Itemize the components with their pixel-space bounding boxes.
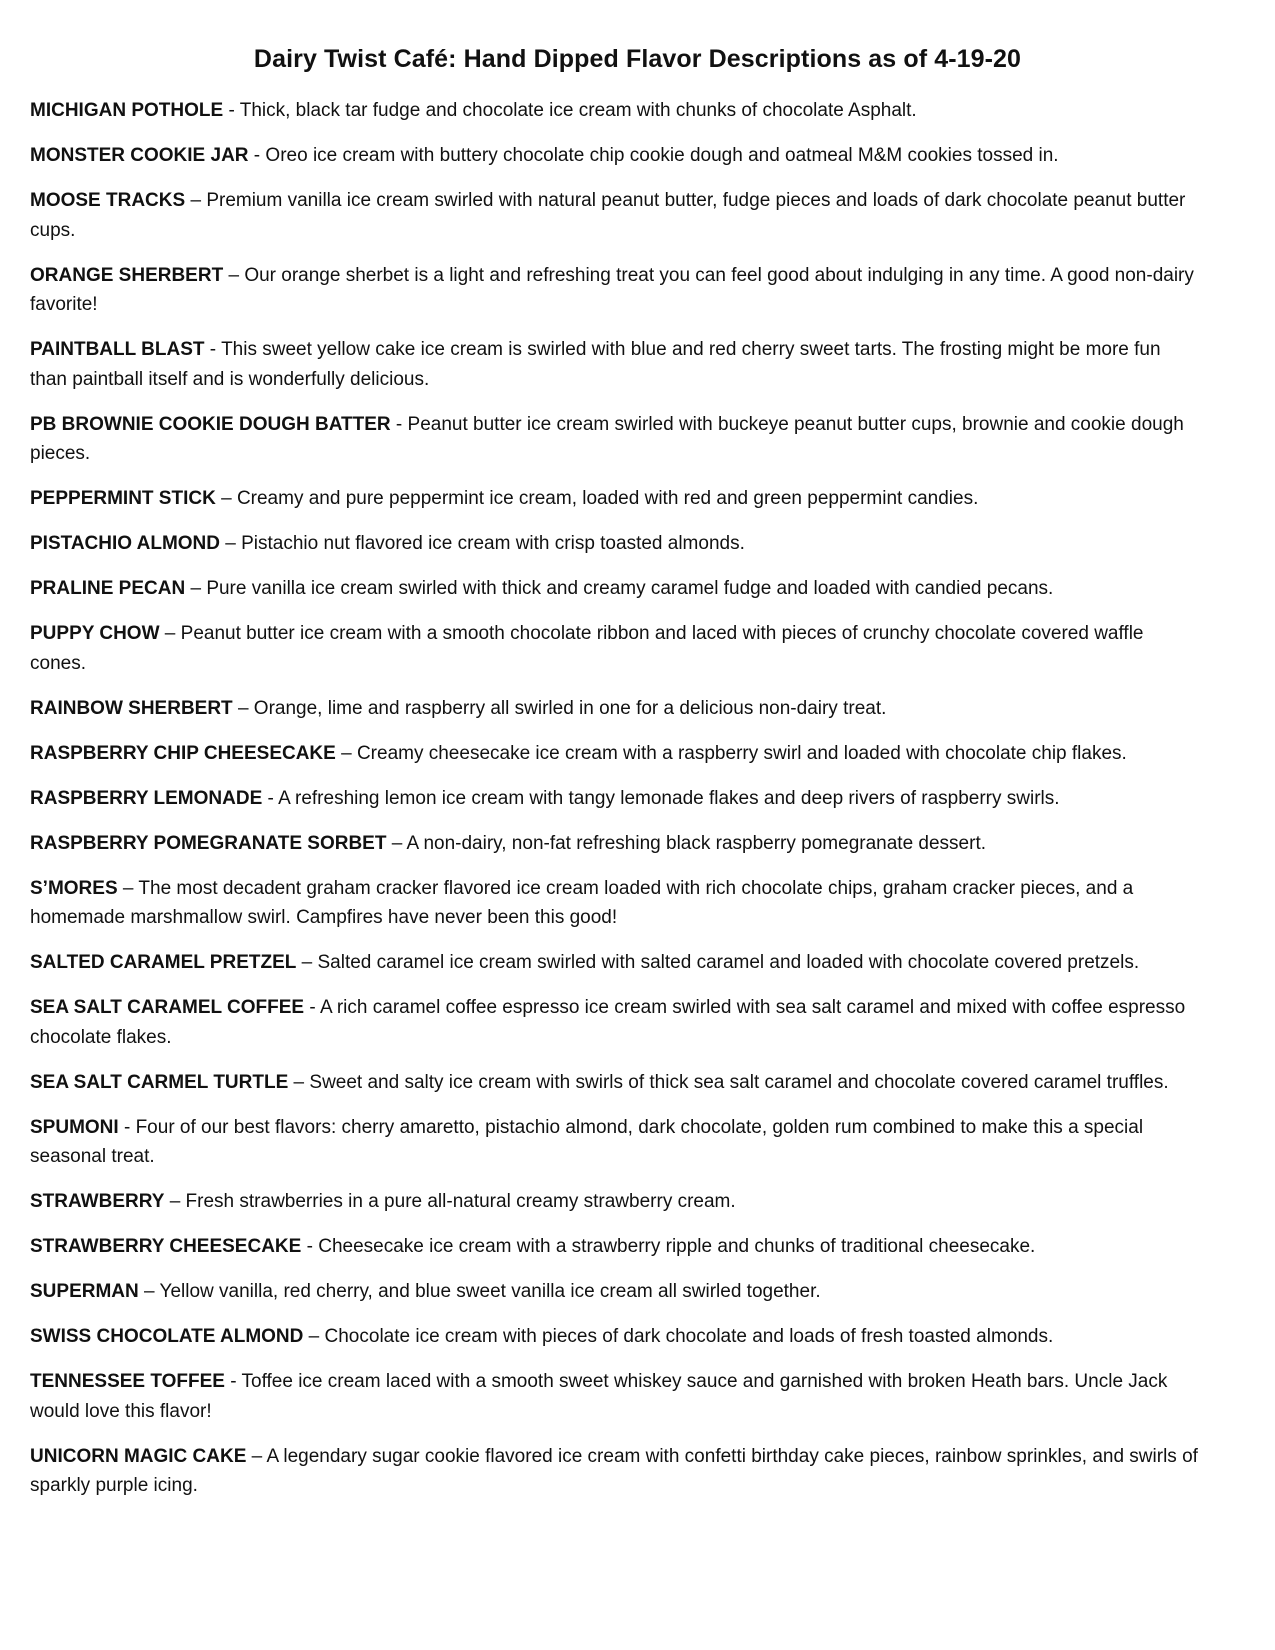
- flavor-description: Pistachio nut flavored ice cream with crisp toasted almonds.: [241, 533, 745, 554]
- flavor-item: [30, 874, 1201, 933]
- flavor-description: Oreo ice cream with buttery chocolate chip cookie dough and oatmeal M&M cookies tossed in.: [265, 145, 1059, 166]
- flavor-separator: –: [159, 623, 181, 644]
- flavor-list: [30, 96, 1201, 1501]
- flavor-description: Salted caramel ice cream swirled with salted caramel and loaded with chocolate covered pretzels.: [317, 952, 1140, 973]
- flavor-separator: –: [164, 1191, 186, 1212]
- flavor-separator: –: [117, 877, 139, 899]
- flavor-separator: –: [303, 1326, 325, 1347]
- flavor-item: [30, 1442, 1201, 1501]
- flavor-name: TENNESSEE TOFFEE: [30, 1371, 225, 1392]
- flavor-item: [30, 484, 1201, 514]
- flavor-description: Cheesecake ice cream with a strawberry ripple and chunks of traditional cheesecake.: [318, 1236, 1036, 1257]
- flavor-name: S’MORES: [30, 877, 118, 899]
- flavor-item: [30, 261, 1201, 320]
- flavor-separator: –: [288, 1071, 310, 1093]
- flavor-name: SEA SALT CARAMEL COFFEE: [30, 997, 305, 1018]
- flavor-description: Pure vanilla ice cream swirled with thick and creamy caramel fudge and loaded with candied pecans.: [206, 578, 1054, 599]
- flavor-separator: –: [246, 1445, 267, 1467]
- flavor-name: PRALINE PECAN: [30, 578, 186, 599]
- flavor-description: Orange, lime and raspberry all swirled in one for a delicious non-dairy treat.: [253, 697, 887, 719]
- flavor-name: RAINBOW SHERBERT: [30, 697, 233, 719]
- flavor-item: [30, 784, 1201, 814]
- flavor-description: Creamy cheesecake ice cream with a raspberry swirl and loaded with chocolate chip flakes.: [356, 742, 1127, 764]
- flavor-separator: -: [223, 100, 240, 121]
- flavor-description: Toffee ice cream laced with a smooth sweet whiskey sauce and garnished with broken Heath bars. Uncle Jack would love this flavor!: [30, 1371, 1168, 1422]
- flavor-description: A rich caramel coffee espresso ice cream swirled with sea salt caramel and mixed with coffee espresso chocolate flakes.: [30, 997, 1186, 1048]
- flavor-separator: -: [262, 787, 279, 809]
- flavor-description: Thick, black tar fudge and chocolate ice cream with chunks of chocolate Asphalt.: [239, 100, 917, 121]
- flavor-separator: -: [301, 1236, 319, 1257]
- flavor-item: [30, 1068, 1201, 1098]
- flavor-description: A non-dairy, non-fat refreshing black raspberry pomegranate dessert.: [406, 832, 987, 854]
- flavor-name: MOOSE TRACKS: [30, 190, 186, 211]
- flavor-item: [30, 186, 1201, 245]
- flavor-description: Yellow vanilla, red cherry, and blue sweet vanilla ice cream all swirled together.: [159, 1281, 821, 1302]
- flavor-item: [30, 141, 1201, 171]
- flavor-description: Four of our best flavors: cherry amaretto, pistachio almond, dark chocolate, golden rum combined to make this a special seasonal treat.: [30, 1116, 1144, 1167]
- flavor-name: SPUMONI: [30, 1116, 119, 1138]
- flavor-name: RASPBERRY LEMONADE: [30, 787, 263, 809]
- flavor-description: Peanut butter ice cream swirled with buckeye peanut butter cups, brownie and cookie dough pieces.: [30, 413, 1184, 464]
- flavor-separator: –: [215, 488, 237, 509]
- flavor-separator: –: [220, 533, 242, 554]
- flavor-item: [30, 529, 1201, 559]
- flavor-description: Our orange sherbet is a light and refreshing treat you can feel good about indulging in any time. A good non-dairy favorite!: [30, 264, 1194, 315]
- flavor-name: SEA SALT CARMEL TURTLE: [30, 1071, 289, 1093]
- flavor-separator: –: [232, 697, 254, 719]
- flavor-description: This sweet yellow cake ice cream is swirled with blue and red cherry sweet tarts. The frosting might be more fun than paintball itself and is wonderfully delicious.: [30, 339, 1161, 390]
- flavor-separator: -: [248, 145, 266, 166]
- flavor-item: [30, 694, 1201, 724]
- flavor-name: MICHIGAN POTHOLE: [30, 100, 224, 121]
- flavor-description: Creamy and pure peppermint ice cream, loaded with red and green peppermint candies.: [236, 488, 979, 509]
- flavor-item: [30, 335, 1201, 394]
- flavor-name: STRAWBERRY: [30, 1191, 165, 1212]
- document-title: Dairy Twist Café: Hand Dipped Flavor Descriptions as of 4-19-20: [253, 45, 1022, 73]
- flavor-separator: –: [138, 1281, 160, 1302]
- flavor-item: [30, 619, 1201, 678]
- flavor-separator: -: [118, 1116, 136, 1138]
- flavor-separator: –: [185, 578, 207, 599]
- flavor-item: [30, 96, 1201, 126]
- flavor-separator: –: [386, 832, 407, 854]
- flavor-item: [30, 829, 1201, 859]
- flavor-separator: –: [296, 952, 318, 973]
- flavor-item: [30, 739, 1201, 769]
- flavor-item: [30, 1367, 1201, 1426]
- flavor-item: [30, 948, 1201, 978]
- flavor-separator: –: [185, 190, 207, 211]
- flavor-item: [30, 574, 1201, 604]
- flavor-description: The most decadent graham cracker flavored ice cream loaded with rich chocolate chips, graham cracker pieces, and a homemade marshmallow swirl. Campfires have never been this good!: [30, 877, 1134, 928]
- flavor-name: PISTACHIO ALMOND: [30, 533, 220, 554]
- flavor-name: UNICORN MAGIC CAKE: [30, 1445, 247, 1467]
- flavor-item: [30, 1277, 1201, 1307]
- flavor-name: STRAWBERRY CHEESECAKE: [30, 1236, 302, 1257]
- flavor-name: SALTED CARAMEL PRETZEL: [30, 952, 297, 973]
- flavor-name: ORANGE SHERBERT: [30, 264, 224, 286]
- flavor-description: A legendary sugar cookie flavored ice cream with confetti birthday cake pieces, rainbow sprinkles, and swirls of sparkly purple icing.: [30, 1445, 1198, 1496]
- flavor-description: Fresh strawberries in a pure all-natural creamy strawberry cream.: [185, 1191, 736, 1212]
- flavor-separator: -: [390, 413, 408, 435]
- flavor-description: Premium vanilla ice cream swirled with natural peanut butter, fudge pieces and loads of dark chocolate peanut butter cups.: [30, 190, 1186, 241]
- flavor-name: PEPPERMINT STICK: [30, 488, 216, 509]
- flavor-item: [30, 1187, 1201, 1217]
- flavor-name: MONSTER COOKIE JAR: [30, 145, 249, 166]
- flavor-name: PAINTBALL BLAST: [30, 339, 205, 360]
- flavor-separator: –: [223, 264, 245, 286]
- flavor-name: SUPERMAN: [30, 1281, 139, 1302]
- flavor-name: RASPBERRY CHIP CHEESECAKE: [30, 742, 336, 764]
- flavor-separator: -: [204, 339, 222, 360]
- flavor-item: [30, 410, 1201, 469]
- flavor-description: A refreshing lemon ice cream with tangy lemonade flakes and deep rivers of raspberry swirls.: [278, 787, 1060, 809]
- flavor-description: Peanut butter ice cream with a smooth chocolate ribbon and laced with pieces of crunchy chocolate covered waffle cones.: [30, 623, 1144, 674]
- flavor-item: [30, 1113, 1201, 1172]
- flavor-separator: -: [304, 997, 320, 1018]
- flavor-item: [30, 1322, 1201, 1352]
- flavor-item: [30, 993, 1201, 1052]
- flavor-item: [30, 1232, 1201, 1262]
- flavor-separator: –: [335, 742, 357, 764]
- flavor-name: SWISS CHOCOLATE ALMOND: [30, 1326, 304, 1347]
- flavor-name: PUPPY CHOW: [30, 623, 160, 644]
- flavor-description: Chocolate ice cream with pieces of dark chocolate and loads of fresh toasted almonds.: [324, 1326, 1054, 1347]
- flavor-description: Sweet and salty ice cream with swirls of thick sea salt caramel and chocolate covered caramel truffles.: [309, 1071, 1169, 1093]
- flavor-separator: -: [224, 1371, 242, 1392]
- flavor-name: PB BROWNIE COOKIE DOUGH BATTER: [30, 413, 391, 435]
- flavor-name: RASPBERRY POMEGRANATE SORBET: [30, 832, 387, 854]
